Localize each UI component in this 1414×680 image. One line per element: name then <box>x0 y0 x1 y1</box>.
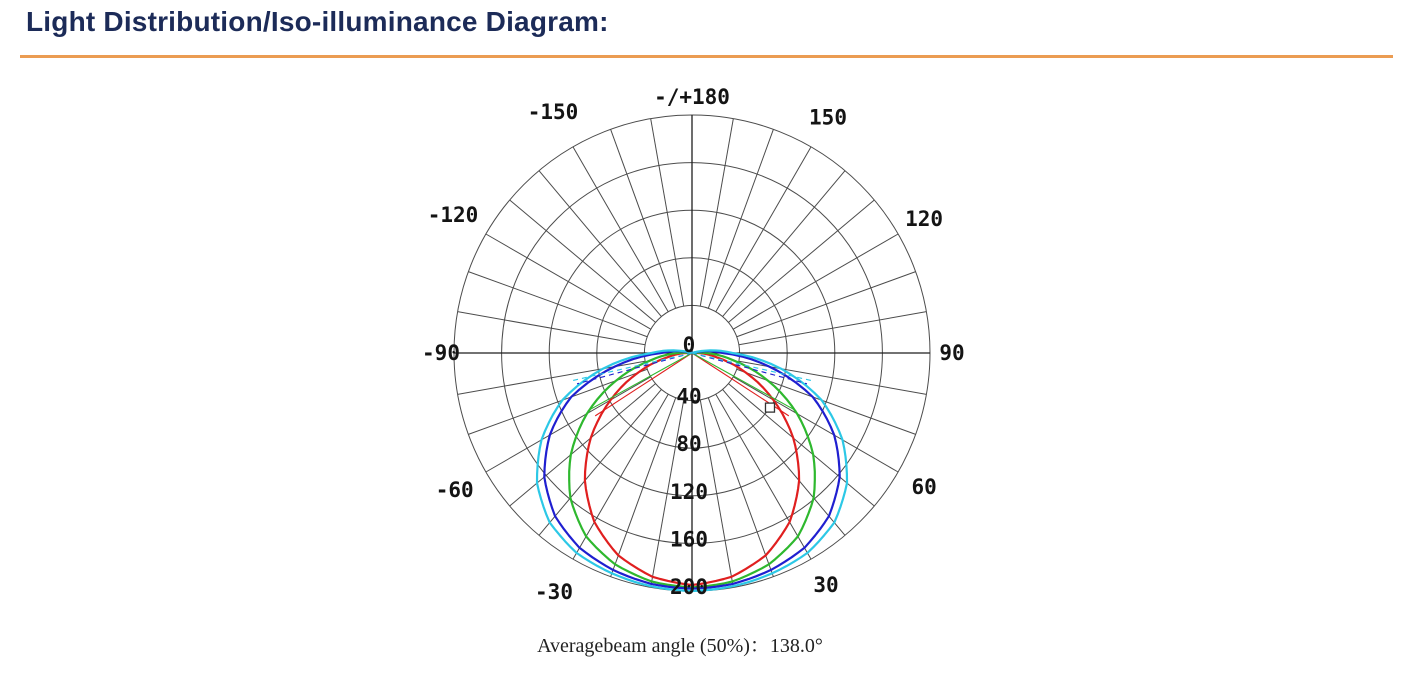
svg-text:-/+180: -/+180 <box>654 85 730 109</box>
svg-text:-30: -30 <box>535 580 573 604</box>
svg-text:60: 60 <box>911 475 937 499</box>
svg-text:-60: -60 <box>435 478 474 502</box>
svg-text:30: 30 <box>813 573 839 598</box>
svg-text:150: 150 <box>809 105 847 130</box>
svg-text:-120: -120 <box>427 203 479 227</box>
svg-text:200: 200 <box>670 575 708 599</box>
svg-text:120: 120 <box>905 207 944 231</box>
svg-text:80: 80 <box>676 432 702 457</box>
svg-text:120: 120 <box>670 479 708 504</box>
svg-text:-90: -90 <box>422 341 460 365</box>
svg-text:40: 40 <box>676 384 702 409</box>
svg-text:-150: -150 <box>527 100 579 125</box>
svg-text:160: 160 <box>670 527 708 552</box>
square-marker <box>765 403 774 412</box>
svg-text:0: 0 <box>682 333 696 357</box>
beam-angle-caption: Averagebeam angle (50%)：138.0° <box>537 635 823 657</box>
svg-text:90: 90 <box>939 341 965 365</box>
page-title: Light Distribution/Iso-illuminance Diagram: <box>26 6 609 37</box>
